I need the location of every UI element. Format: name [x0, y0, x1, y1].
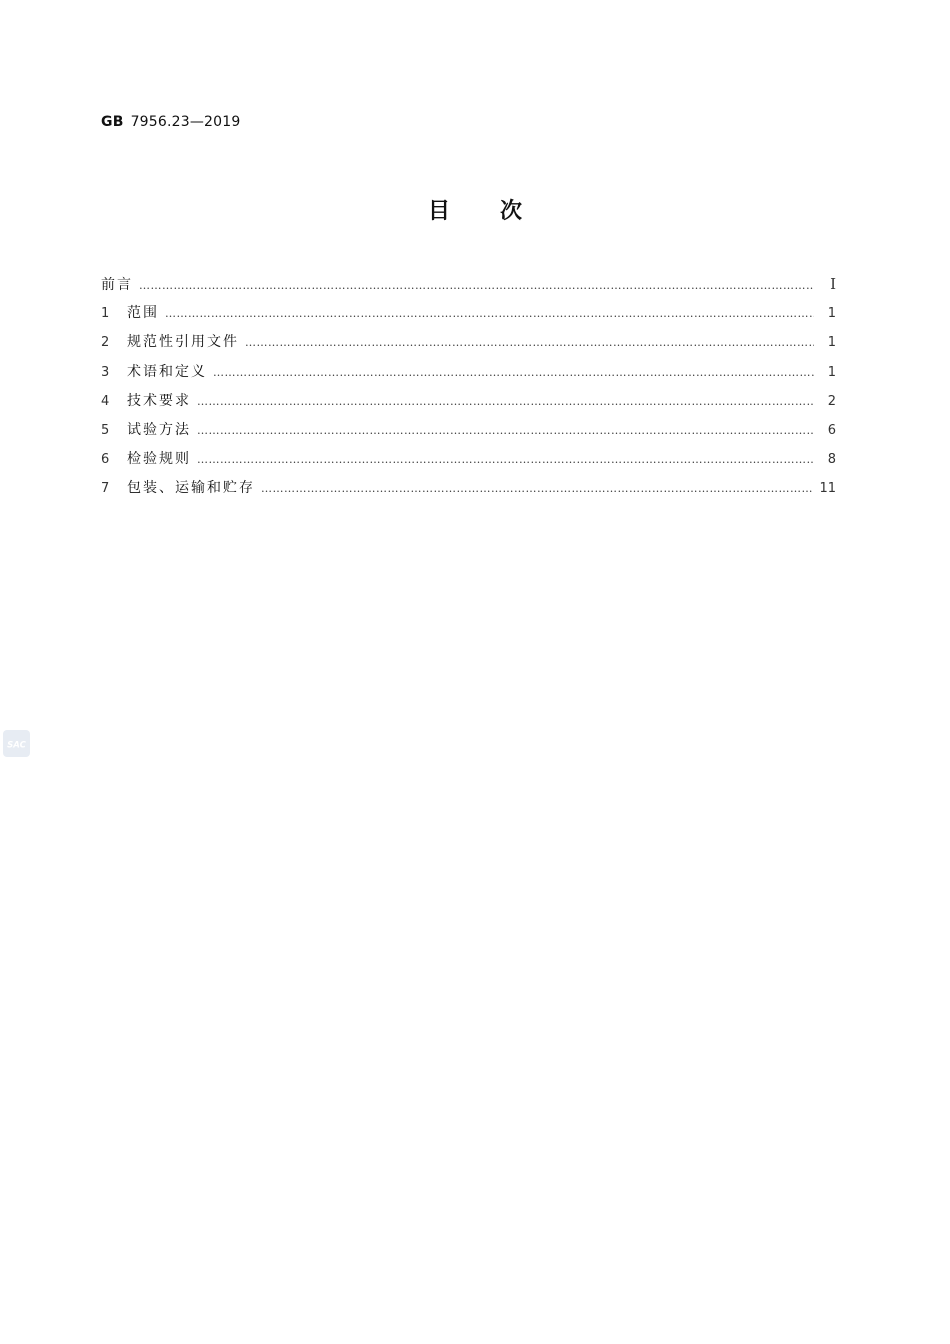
sac-logo-graphic	[4, 737, 29, 751]
toc-leader-dots	[197, 448, 814, 472]
toc-entry-page: 1	[827, 306, 836, 322]
toc-entry-foreword[interactable]	[101, 272, 836, 301]
toc-entry-page: 6	[827, 422, 836, 438]
toc-entry-number: 7	[101, 481, 110, 497]
standard-prefix: GB	[101, 114, 124, 130]
sac-logo-text: SAC	[7, 740, 26, 750]
toc-title: 目次	[427, 199, 572, 224]
toc-entry-page: 8	[827, 452, 836, 468]
toc-entry-number: 6	[101, 452, 110, 468]
toc-entry-page: 11	[819, 481, 836, 497]
toc-leader-dots	[139, 274, 814, 298]
toc-entry-label: 试验方法	[127, 421, 191, 438]
toc-leader-dots	[165, 302, 814, 326]
toc-leader-dots	[261, 477, 814, 501]
toc-entry-label: 检验规则	[127, 451, 191, 468]
toc-leader-dots	[197, 390, 814, 414]
standard-number	[101, 114, 241, 130]
toc-entry-page: Ⅰ	[830, 275, 836, 293]
toc-entry-inspection-rules[interactable]	[101, 447, 836, 476]
toc-entry-label: 术语和定义	[127, 363, 207, 380]
toc-entry-normative-references[interactable]	[101, 330, 836, 359]
toc-entry-label: 范围	[127, 305, 159, 322]
toc-entry-number: 2	[101, 335, 110, 351]
toc-entry-page: 1	[827, 335, 836, 351]
toc-entry-scope[interactable]	[101, 301, 836, 330]
toc-entry-number: 4	[101, 393, 110, 409]
toc-list	[101, 272, 836, 506]
toc-entry-test-methods[interactable]	[101, 418, 836, 447]
toc-entry-technical-requirements[interactable]	[101, 389, 836, 418]
standard-code: 7956.23—2019	[130, 114, 241, 130]
toc-entry-number: 3	[101, 364, 110, 380]
toc-leader-dots	[213, 361, 814, 385]
toc-entry-page: 2	[827, 393, 836, 409]
toc-entry-number: 1	[101, 306, 110, 322]
sac-logo-icon	[3, 730, 30, 757]
toc-entry-label: 包装、运输和贮存	[127, 480, 255, 497]
toc-entry-page: 1	[827, 364, 836, 380]
toc-leader-dots	[245, 331, 814, 355]
toc-entry-label: 技术要求	[127, 392, 191, 409]
toc-entry-packaging-transport-storage[interactable]	[101, 476, 836, 505]
toc-leader-dots	[197, 419, 814, 443]
toc-entry-terms-definitions[interactable]	[101, 360, 836, 389]
toc-entry-label: 规范性引用文件	[127, 334, 239, 351]
toc-entry-label: 前言	[101, 277, 133, 293]
toc-entry-number: 5	[101, 422, 110, 438]
